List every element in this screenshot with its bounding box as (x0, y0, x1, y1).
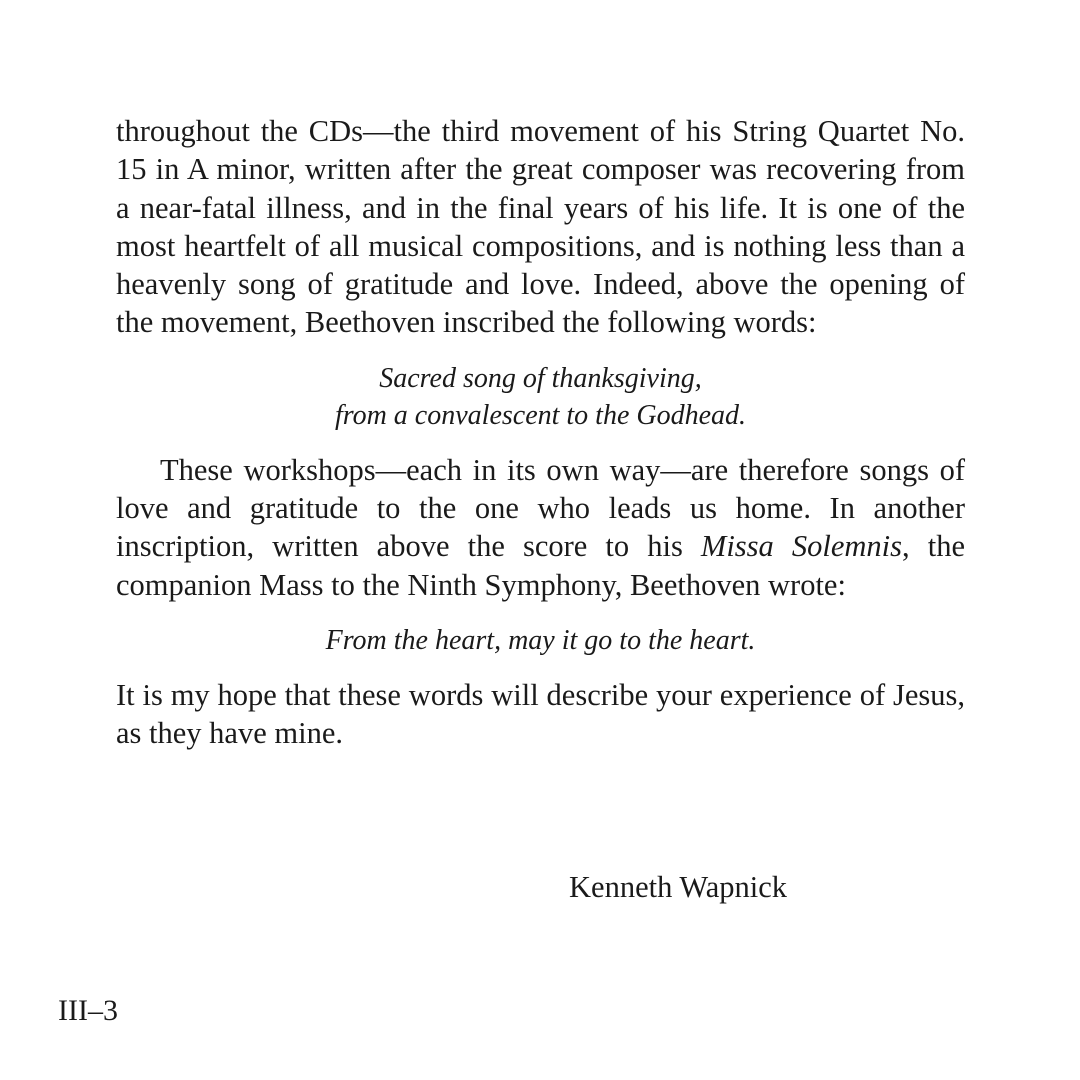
epigraph-line-2: from a convalescent to the Godhead. (334, 399, 747, 431)
epigraph-thanksgiving (116, 360, 965, 434)
paragraph-2 (116, 451, 965, 604)
page-body (116, 112, 965, 753)
missa-solemnis-title: Missa Solemnis (700, 529, 903, 564)
epigraph-heart: From the heart, may it go to the heart. (325, 624, 756, 656)
paragraph-1: throughout the CDs—the third movement of his String Quartet No. 15 in A minor, written after the great composer was recovering from a near-fatal illness, and in the final years of his life. It is one of the most heartfelt of all musical compositions, and is nothing less than a heavenly song of gratitude and love. Indeed, above the opening of the movement, Beethoven inscribed the following words: (116, 114, 965, 340)
paragraph-3: It is my hope that these words will describe your experience of Jesus, as they have mine. (116, 677, 965, 751)
epigraph-line-1: Sacred song of thanksgiving, (379, 362, 702, 394)
paragraph-2-text-after: , the companion Mass to the Ninth Symphony, Beethoven wrote: (116, 529, 966, 602)
paragraph-2-text-before: These workshops—each in its own way—are therefore songs of love and gratitude to the one who leads us home. In another inscription, written above the score to his (116, 452, 965, 564)
page-number: III–3 (58, 994, 118, 1027)
signature: Kenneth Wapnick (569, 870, 788, 904)
